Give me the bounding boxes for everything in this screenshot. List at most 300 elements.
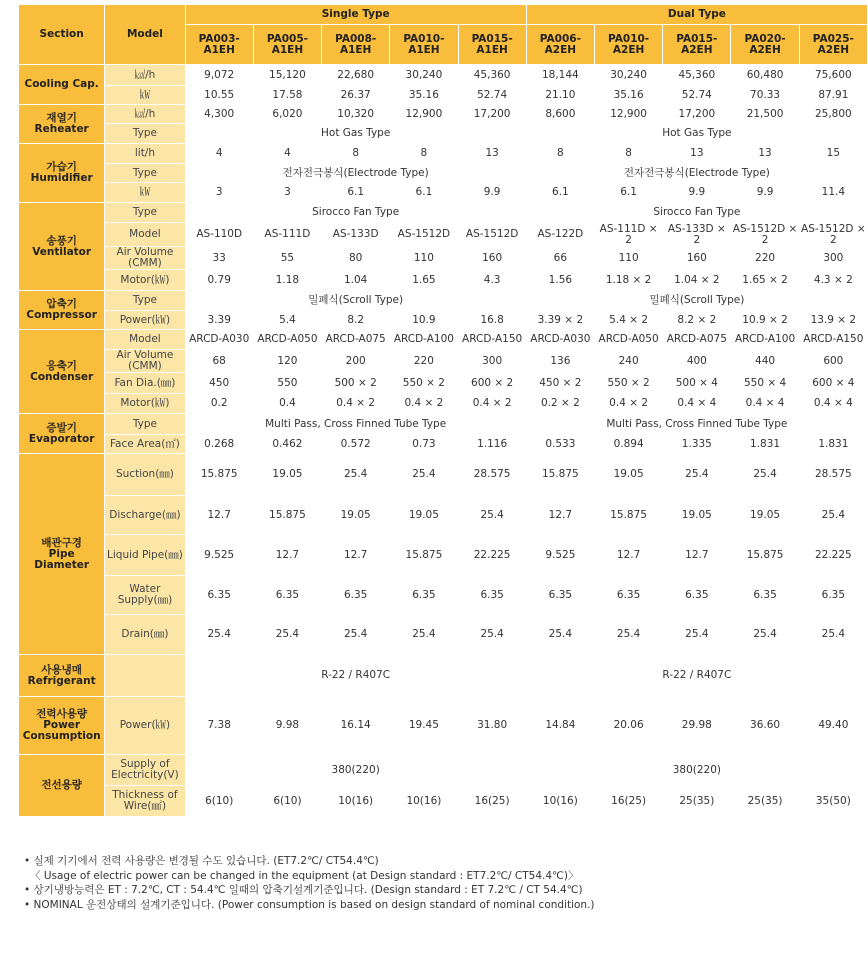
section-label (19, 414, 105, 454)
table-row (19, 223, 868, 247)
value-cell: 120 (253, 350, 321, 373)
value-cell: 1.65 × 2 (731, 270, 799, 291)
value-cell: 0.2 × 2 (526, 394, 594, 414)
value-cell: 0.2 (185, 394, 253, 414)
value-cell: 12,900 (594, 105, 662, 124)
sub-label: Type (105, 203, 185, 223)
value-cell: 5.4 × 2 (594, 311, 662, 330)
section-label-line: Power (43, 719, 81, 731)
model-name-cell (390, 25, 458, 65)
sub-label: ㎉/h (105, 105, 185, 124)
value-cell: ARCD-A100 (390, 330, 458, 350)
table-row (19, 330, 868, 350)
value-cell: 33 (185, 247, 253, 270)
model-name-part: A1EH (203, 43, 235, 56)
value-cell: 52.74 (458, 86, 526, 105)
value-cell: 440 (731, 350, 799, 373)
value-cell: 8.2 (322, 311, 390, 330)
table-row (19, 414, 868, 435)
value-cell: 600 × 2 (458, 373, 526, 394)
value-cell: 0.4 × 4 (663, 394, 731, 414)
value-cell: 6.1 (390, 183, 458, 203)
value-cell: 25.4 (799, 496, 867, 535)
value-cell: 12.7 (253, 535, 321, 576)
value-cell: 9.525 (526, 535, 594, 576)
value-cell: 25.4 (526, 615, 594, 655)
value-cell: 19.05 (663, 496, 731, 535)
section-label (19, 755, 105, 817)
model-name-part: A2EH (681, 43, 713, 56)
value-cell: 22.225 (458, 535, 526, 576)
value-cell: AS-122D (526, 223, 594, 247)
value-cell: 19.05 (731, 496, 799, 535)
value-cell: 0.4 × 2 (458, 394, 526, 414)
dual-type-header: Dual Type (526, 5, 867, 25)
section-label (19, 203, 105, 291)
value-cell: ARCD-A075 (663, 330, 731, 350)
value-cell: 1.116 (458, 435, 526, 454)
table-row (19, 435, 868, 454)
value-cell: 66 (526, 247, 594, 270)
value-cell: 10.9 (390, 311, 458, 330)
value-cell: 7.38 (185, 697, 253, 755)
value-cell: 6.35 (526, 576, 594, 615)
value-cell: AS-1512D × 2 (801, 222, 866, 246)
sub-label: ㎾ (105, 183, 185, 203)
value-cell: 300 (458, 350, 526, 373)
section-label-line: Refrigerant (27, 674, 96, 687)
value-cell: 8 (390, 144, 458, 164)
value-cell: 160 (458, 247, 526, 270)
value-cell: 25.4 (731, 454, 799, 496)
value-cell: 25.4 (663, 615, 731, 655)
section-label (19, 65, 105, 105)
model-name-cell (594, 25, 662, 65)
dual-type-span-value: Hot Gas Type (526, 124, 867, 144)
value-cell: 25.4 (390, 615, 458, 655)
model-name-cell (663, 25, 731, 65)
single-type-span-value: Sirocco Fan Type (185, 203, 526, 223)
value-cell: 12.7 (594, 535, 662, 576)
value-cell: 4.3 × 2 (799, 270, 867, 291)
value-cell: 19.05 (390, 496, 458, 535)
value-cell: 1.65 (390, 270, 458, 291)
value-cell: 0.79 (185, 270, 253, 291)
section-label-line: 가습기 (46, 161, 77, 173)
value-cell: 16(25) (458, 786, 526, 817)
value-cell: 12.7 (322, 535, 390, 576)
value-cell: 49.40 (799, 697, 867, 755)
sub-label: Fan Dia.(㎜) (105, 373, 185, 394)
value-cell: 4 (185, 144, 253, 164)
table-row (19, 291, 868, 311)
dual-type-span-value: Sirocco Fan Type (526, 203, 867, 223)
value-cell: 19.05 (594, 454, 662, 496)
table-row (19, 105, 868, 124)
value-cell: 550 × 2 (594, 373, 662, 394)
single-type-header: Single Type (185, 5, 526, 25)
sub-label: Power(㎾) (105, 697, 185, 755)
value-cell: 3.39 (185, 311, 253, 330)
value-cell: 45,360 (458, 65, 526, 86)
value-cell: ARCD-A030 (526, 330, 594, 350)
value-cell: 4,300 (185, 105, 253, 124)
model-name-part: A2EH (544, 43, 577, 56)
value-cell: ARCD-A050 (253, 330, 321, 350)
sub-label: Supply of Electricity(V) (105, 755, 185, 786)
value-cell: 17,200 (458, 105, 526, 124)
value-cell: 0.268 (185, 435, 253, 454)
value-cell: 35(50) (799, 786, 867, 817)
value-cell: 4 (253, 144, 321, 164)
value-cell: 45,360 (663, 65, 731, 86)
value-cell: 400 (663, 350, 731, 373)
value-cell: 35.16 (594, 86, 662, 105)
value-cell: 1.04 (322, 270, 390, 291)
value-cell: 6.35 (458, 576, 526, 615)
table-row (19, 755, 868, 786)
value-cell: 14.84 (526, 697, 594, 755)
value-cell: 36.60 (731, 697, 799, 755)
value-cell: 25.4 (799, 615, 867, 655)
value-cell: 80 (322, 247, 390, 270)
section-label-line: Humidifier (30, 172, 93, 184)
section-label (19, 291, 105, 330)
table-row (19, 454, 868, 496)
table-row (19, 655, 868, 697)
value-cell: 0.4 × 2 (322, 394, 390, 414)
section-label (19, 144, 105, 203)
model-name-part: PA005- (266, 32, 308, 45)
section-label-line: 전력사용량 (36, 708, 87, 720)
value-cell: 9,072 (185, 65, 253, 86)
sub-label (105, 655, 185, 697)
value-cell: 6.35 (253, 576, 321, 615)
value-cell: 10.9 × 2 (731, 311, 799, 330)
table-row (19, 247, 868, 270)
value-cell: 68 (185, 350, 253, 373)
sub-label: Power(㎾) (105, 311, 185, 330)
value-cell: 15.875 (185, 454, 253, 496)
value-cell: 6.35 (663, 576, 731, 615)
value-cell: 0.4 × 4 (731, 394, 799, 414)
value-cell: 12.7 (526, 496, 594, 535)
value-cell: 110 (594, 247, 662, 270)
value-cell: AS-1512D × 2 (732, 222, 798, 246)
table-row (19, 373, 868, 394)
model-name-part: A1EH (408, 43, 440, 56)
model-name-part: A2EH (612, 43, 645, 56)
value-cell: 15,120 (253, 65, 321, 86)
dual-type-span-value: 전자전극봉식(Electrode Type) (526, 164, 867, 183)
value-cell: 200 (322, 350, 390, 373)
value-cell: 500 × 2 (322, 373, 390, 394)
value-cell: 15.875 (731, 535, 799, 576)
table-row (19, 164, 868, 183)
model-name-part: PA006- (539, 32, 581, 45)
section-label-line: 송풍기 (46, 234, 77, 247)
value-cell: 25,800 (799, 105, 867, 124)
value-cell: 15 (799, 144, 867, 164)
value-cell: 0.4 × 4 (799, 394, 867, 414)
model-name-part: PA003- (198, 32, 240, 45)
value-cell: 550 × 4 (731, 373, 799, 394)
table-row (19, 65, 868, 86)
value-cell: 19.45 (390, 697, 458, 755)
section-label-line: Ventilator (32, 245, 92, 258)
section-label-line: Compressor (26, 309, 97, 321)
value-cell: 6.1 (322, 183, 390, 203)
dual-type-span-value: Multi Pass, Cross Finned Tube Type (526, 414, 867, 435)
value-cell: 16(25) (594, 786, 662, 817)
table-row (19, 203, 868, 223)
value-cell: 25.4 (458, 615, 526, 655)
value-cell: 18,144 (526, 65, 594, 86)
value-cell: 25.4 (458, 496, 526, 535)
value-cell: ARCD-A050 (594, 330, 662, 350)
value-cell: 6(10) (185, 786, 253, 817)
model-name-part: PA010- (608, 32, 650, 45)
value-cell: 70.33 (731, 86, 799, 105)
value-cell: 12.7 (185, 496, 253, 535)
value-cell: 13.9 × 2 (799, 311, 867, 330)
value-cell: 8 (594, 144, 662, 164)
sub-label: Air Volume (CMM) (105, 350, 185, 373)
value-cell: 10(16) (390, 786, 458, 817)
value-cell: 6,020 (253, 105, 321, 124)
value-cell: 35.16 (390, 86, 458, 105)
value-cell: 3.39 × 2 (526, 311, 594, 330)
value-cell: 6.35 (390, 576, 458, 615)
sub-label: Type (105, 124, 185, 144)
value-cell: 0.462 (253, 435, 321, 454)
model-header: Model (105, 5, 185, 65)
value-cell: 25(35) (663, 786, 731, 817)
value-cell: 30,240 (594, 65, 662, 86)
single-type-span-value: 밀폐식(Scroll Type) (185, 291, 526, 311)
value-cell: 1.831 (799, 435, 867, 454)
sub-label: Motor(㎾) (105, 270, 185, 291)
value-cell: 8 (526, 144, 594, 164)
value-cell: 450 × 2 (526, 373, 594, 394)
sub-label: Drain(㎜) (105, 615, 185, 655)
value-cell: 30,240 (390, 65, 458, 86)
model-name-part: PA015- (471, 32, 513, 45)
section-label-line: 배관구경 (41, 536, 82, 549)
table-row (19, 786, 868, 817)
value-cell: 28.575 (799, 454, 867, 496)
value-cell: 75,600 (799, 65, 867, 86)
footnotes (24, 854, 864, 912)
value-cell: 300 (799, 247, 867, 270)
model-name-cell (731, 25, 799, 65)
value-cell: 15.875 (594, 496, 662, 535)
dual-type-span-value: R-22 / R407C (526, 655, 867, 697)
value-cell: 25.4 (322, 454, 390, 496)
model-name-cell (526, 25, 594, 65)
dual-type-span-value: 밀폐식(Scroll Type) (526, 291, 867, 311)
value-cell: 6.1 (594, 183, 662, 203)
value-cell: 110 (390, 247, 458, 270)
value-cell: 55 (253, 247, 321, 270)
value-cell: 25.4 (185, 615, 253, 655)
value-cell: 9.9 (663, 183, 731, 203)
value-cell: 8.2 × 2 (663, 311, 731, 330)
value-cell: 16.14 (322, 697, 390, 755)
table-row (19, 496, 868, 535)
value-cell: 25(35) (731, 786, 799, 817)
sub-label: Model (105, 223, 185, 247)
value-cell: 6(10) (253, 786, 321, 817)
model-name-part: PA008- (335, 32, 377, 45)
section-label-line: Reheater (34, 123, 89, 135)
value-cell: 17,200 (663, 105, 731, 124)
sub-label: ㎾ (105, 86, 185, 105)
model-name-part: PA025- (812, 32, 854, 45)
sub-label: ㎉/h (105, 65, 185, 86)
value-cell: 25.4 (594, 615, 662, 655)
value-cell: 0.533 (526, 435, 594, 454)
value-cell: 28.575 (458, 454, 526, 496)
single-type-span-value: R-22 / R407C (185, 655, 526, 697)
table-row (19, 183, 868, 203)
spec-table-container (18, 4, 868, 849)
model-name-part: A1EH (339, 43, 372, 56)
section-label (19, 655, 105, 697)
footnote-2: • 상기냉방능력은 ET : 7.2℃, CT : 54.4℃ 일때의 압축기설계기준입니다. (Design standard : ET 7.2℃ / CT 54.4℃) (24, 884, 583, 896)
value-cell: 9.9 (458, 183, 526, 203)
value-cell: 52.74 (663, 86, 731, 105)
value-cell: 10(16) (526, 786, 594, 817)
value-cell: 29.98 (663, 697, 731, 755)
value-cell: 5.4 (253, 311, 321, 330)
value-cell: 0.4 × 2 (390, 394, 458, 414)
sub-label: lit/h (105, 144, 185, 164)
value-cell: ARCD-A075 (322, 330, 390, 350)
value-cell: 8 (322, 144, 390, 164)
value-cell: 22.225 (799, 535, 867, 576)
value-cell: 19.05 (253, 454, 321, 496)
section-label (19, 330, 105, 414)
sub-label: Discharge(㎜) (105, 496, 185, 535)
value-cell: 0.73 (390, 435, 458, 454)
sub-label: Motor(㎾) (105, 394, 185, 414)
value-cell: 10,320 (322, 105, 390, 124)
value-cell: 20.06 (594, 697, 662, 755)
model-name-part: A2EH (749, 43, 781, 56)
value-cell: ARCD-A150 (799, 330, 867, 350)
value-cell: 25.4 (731, 615, 799, 655)
table-row (19, 124, 868, 144)
value-cell: 15.875 (390, 535, 458, 576)
model-name-part: PA020- (744, 32, 786, 45)
value-cell: 0.4 × 2 (594, 394, 662, 414)
value-cell: 13 (663, 144, 731, 164)
sub-label: Liquid Pipe(㎜) (105, 535, 185, 576)
value-cell: 22,680 (322, 65, 390, 86)
section-label-line: Pipe Diameter (34, 547, 90, 571)
value-cell: 6.35 (799, 576, 867, 615)
model-name-part: PA010- (403, 32, 445, 45)
value-cell: 6.35 (322, 576, 390, 615)
model-name-cell (458, 25, 526, 65)
value-cell: 19.05 (322, 496, 390, 535)
value-cell: 11.4 (799, 183, 867, 203)
value-cell: 13 (458, 144, 526, 164)
value-cell: AS-111D × 2 (594, 223, 662, 247)
model-name-part: A2EH (817, 43, 850, 56)
value-cell: 9.525 (185, 535, 253, 576)
value-cell: 6.35 (731, 576, 799, 615)
value-cell: 0.572 (322, 435, 390, 454)
spec-table (18, 4, 868, 817)
value-cell: 6.35 (185, 576, 253, 615)
dual-type-span-value: 380(220) (526, 755, 867, 786)
table-row (19, 535, 868, 576)
value-cell: 16.8 (458, 311, 526, 330)
section-label-line: 증발기 (46, 421, 77, 434)
model-name-part: PA015- (676, 32, 718, 45)
value-cell: 1.18 (253, 270, 321, 291)
value-cell: AS-133D × 2 (663, 223, 731, 247)
value-cell: 450 (185, 373, 253, 394)
table-row (19, 615, 868, 655)
model-name-cell (799, 25, 867, 65)
value-cell: 21.10 (526, 86, 594, 105)
value-cell: 21,500 (731, 105, 799, 124)
single-type-span-value: 380(220) (185, 755, 526, 786)
value-cell: 8,600 (526, 105, 594, 124)
value-cell: 4.3 (458, 270, 526, 291)
value-cell: 3 (253, 183, 321, 203)
value-cell: AS-110D (185, 223, 253, 247)
model-name-part: A1EH (271, 43, 304, 56)
section-label-line: 압축기 (46, 298, 77, 310)
section-label-line: Consumption (22, 730, 101, 742)
sub-label: Model (105, 330, 185, 350)
section-label (19, 697, 105, 755)
table-row (19, 311, 868, 330)
value-cell: 0.4 (253, 394, 321, 414)
value-cell: 1.56 (526, 270, 594, 291)
sub-label: Type (105, 164, 185, 183)
table-row (19, 394, 868, 414)
sub-label: Suction(㎜) (105, 454, 185, 496)
value-cell: AS-1512D (390, 223, 458, 247)
value-cell: 1.335 (663, 435, 731, 454)
value-cell: ARCD-A150 (458, 330, 526, 350)
model-name-cell (185, 25, 253, 65)
sub-label: Thickness of Wire(㎟) (105, 786, 185, 817)
footnote-1: • 실제 기기에서 전력 사용량은 변경될 수도 있습니다. (ET7.2℃/ CT54.4℃) (24, 855, 379, 867)
value-cell: 1.18 × 2 (594, 270, 662, 291)
value-cell: ARCD-A030 (185, 330, 253, 350)
value-cell: 87.91 (799, 86, 867, 105)
value-cell: 6.35 (594, 576, 662, 615)
value-cell: 26.37 (322, 86, 390, 105)
value-cell: 9.9 (731, 183, 799, 203)
value-cell: AS-133D (322, 223, 390, 247)
value-cell: 25.4 (663, 454, 731, 496)
footnote-3: • NOMINAL 운전상태의 설계기준입니다. (Power consumption is based on design standard of nominal condition.) (24, 898, 595, 911)
single-type-span-value: Multi Pass, Cross Finned Tube Type (185, 414, 526, 435)
section-label-line: 전선용량 (41, 779, 82, 791)
single-type-span-value: Hot Gas Type (185, 124, 526, 144)
value-cell: 25.4 (253, 615, 321, 655)
value-cell: 6.1 (526, 183, 594, 203)
value-cell: 12.7 (663, 535, 731, 576)
table-row (19, 350, 868, 373)
